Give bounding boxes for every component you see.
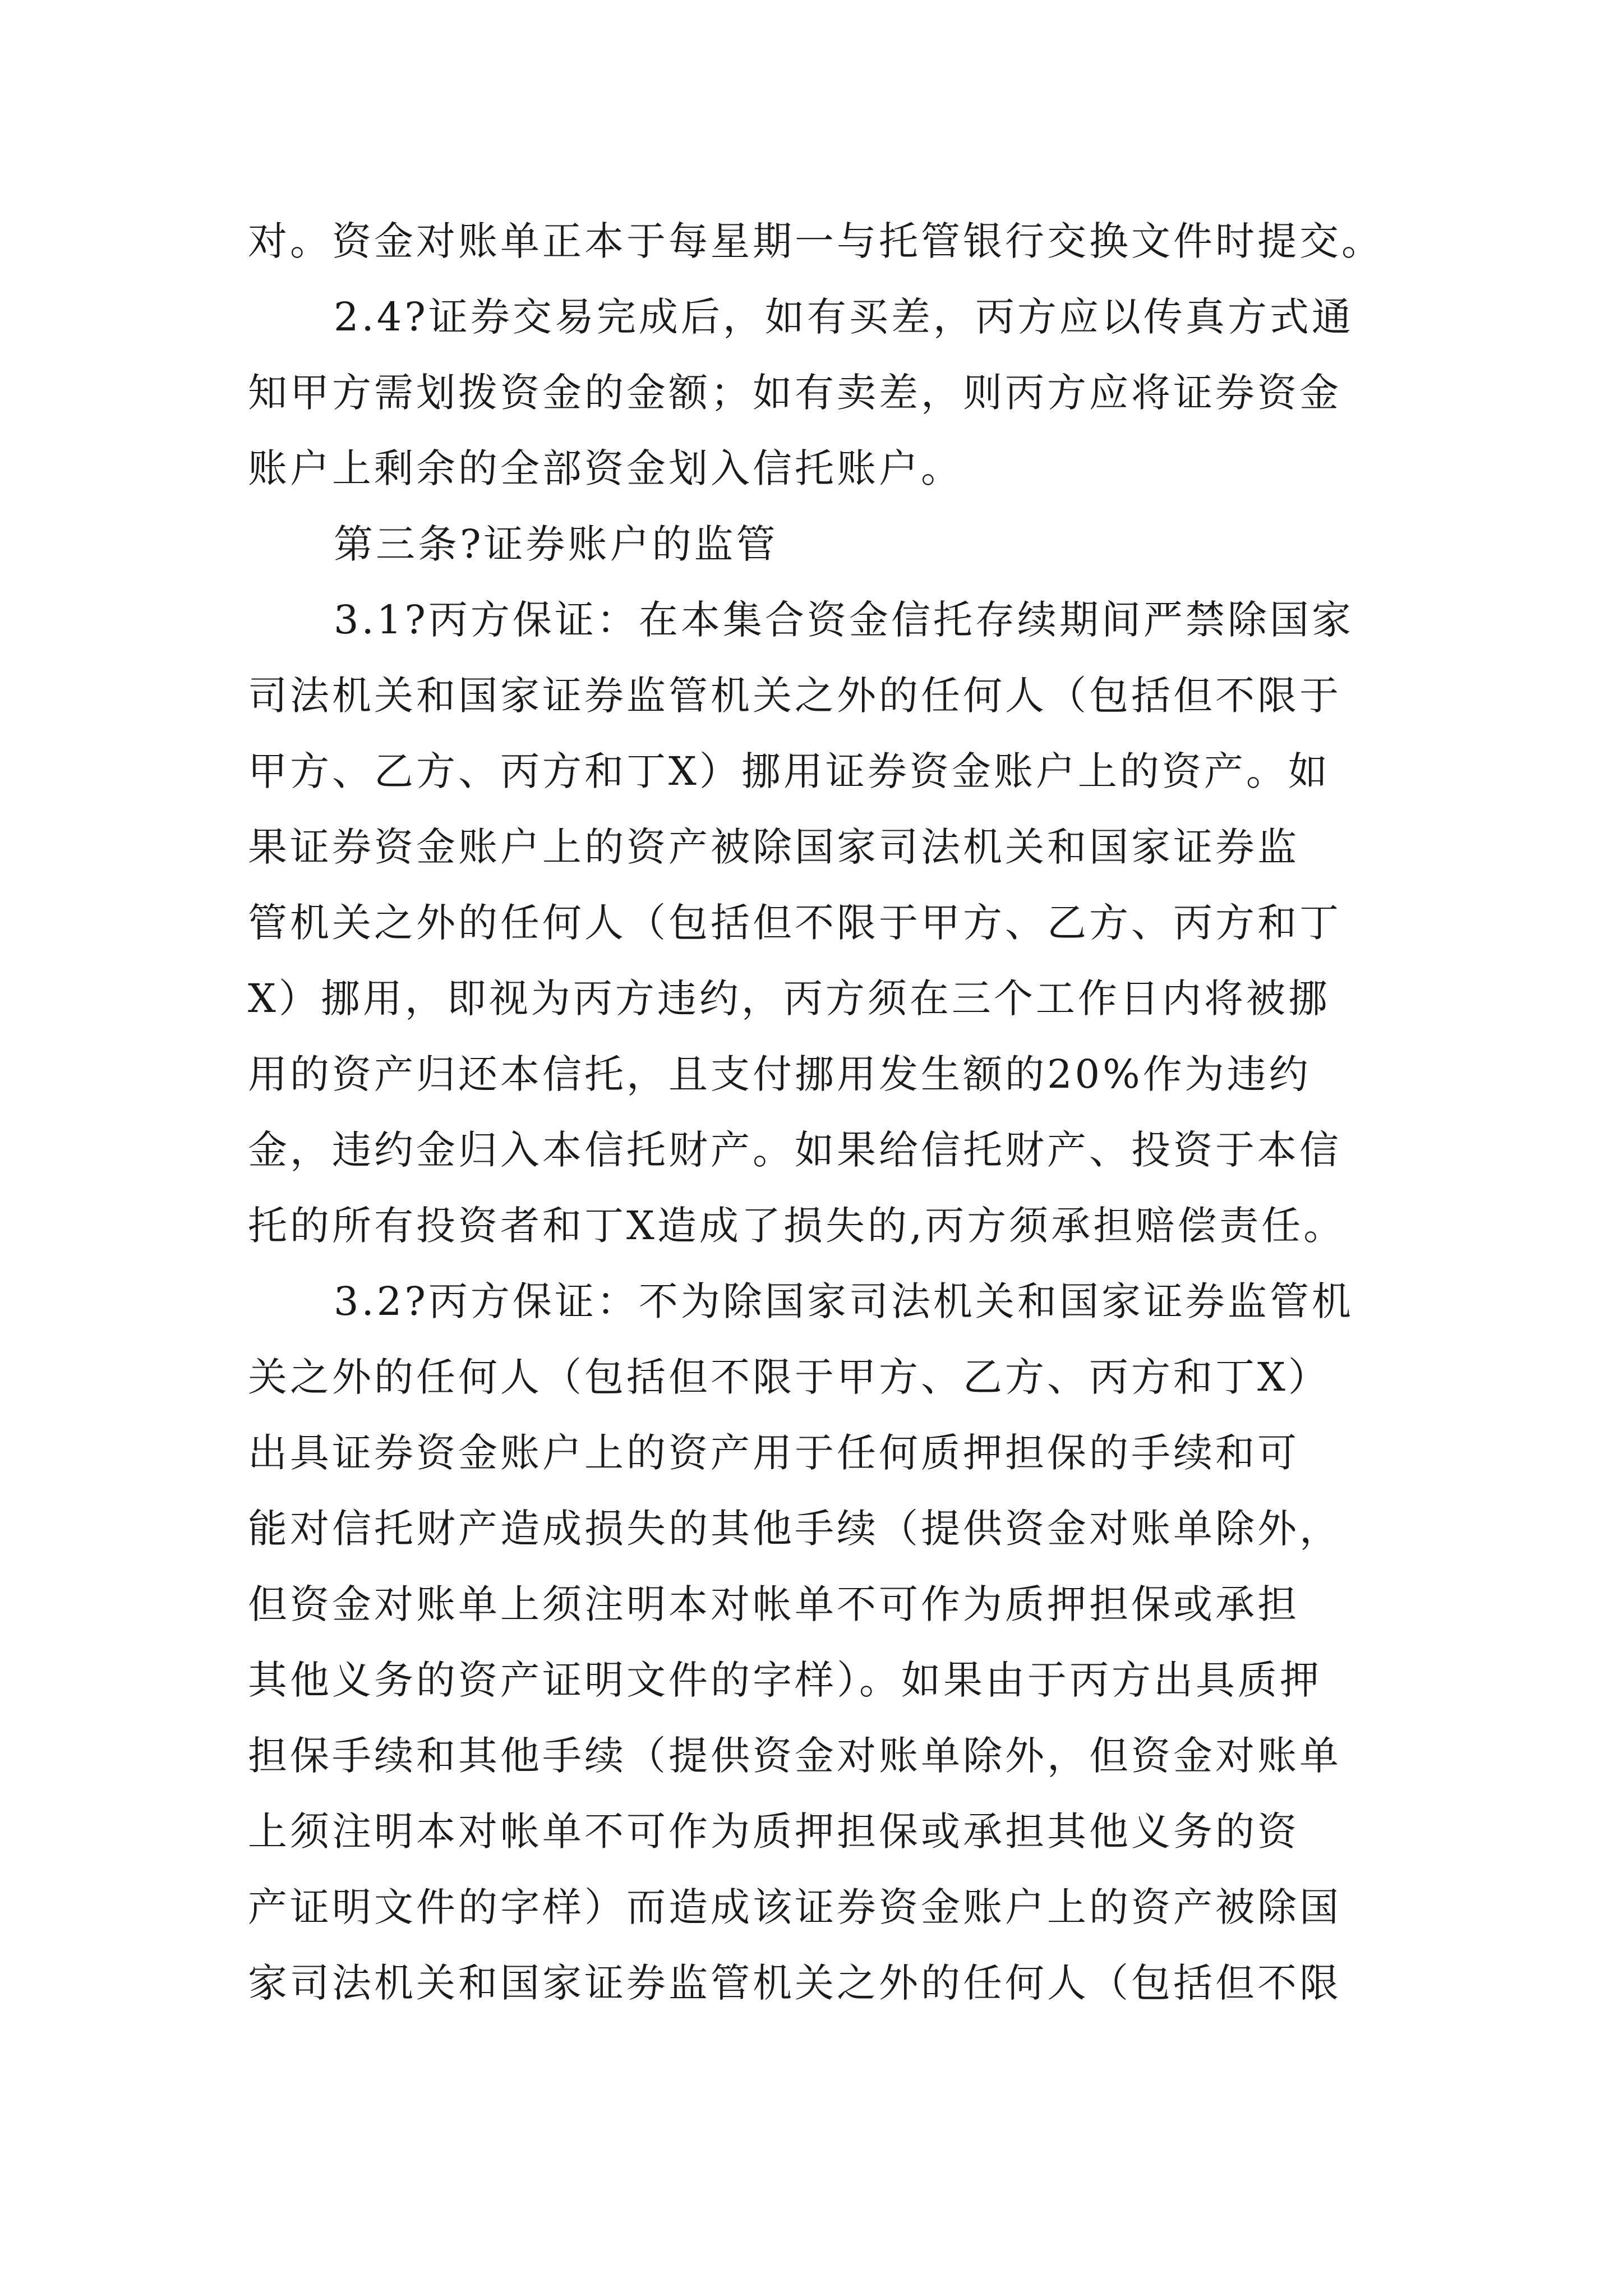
body-text-line: 能对信托财产造成损失的其他手续（提供资金对账单除外， (248, 1506, 1341, 1552)
body-text-line: 管机关之外的任何人（包括但不限于甲方、乙方、丙方和丁 (248, 900, 1341, 946)
body-text-line: 金，违约金归入本信托财产。如果给信托财产、投资于本信 (248, 1127, 1341, 1173)
clause-3-1-text: 3.1?丙方保证：在本集合资金信托存续期间严禁除国家 (334, 597, 1354, 643)
body-text-line: 出具证券资金账户上的资产用于任何质押担保的手续和可 (248, 1430, 1299, 1476)
body-text-line: 家司法机关和国家证券监管机关之外的任何人（包括但不限 (248, 1960, 1341, 2006)
body-text-line: X）挪用，即视为丙方违约，丙方须在三个工作日内将被挪 (248, 976, 1330, 1022)
body-text-line: 对。资金对账单正本于每星期一与托管银行交换文件时提交。 (248, 218, 1384, 264)
body-text-line: 果证券资金账户上的资产被除国家司法机关和国家证券监 (248, 824, 1299, 870)
body-text-line: 担保手续和其他手续（提供资金对账单除外，但资金对账单 (248, 1733, 1341, 1779)
body-text-line: 上须注明本对帐单不可作为质押担保或承担其他义务的资 (248, 1809, 1299, 1855)
body-text-line: 托的所有投资者和丁X造成了损失的,丙方须承担赔偿责任。 (248, 1203, 1346, 1249)
body-text-line: 甲方、乙方、丙方和丁X）挪用证券资金账户上的资产。如 (248, 748, 1330, 794)
body-text-line: 产证明文件的字样）而造成该证券资金账户上的资产被除国 (248, 1884, 1341, 1930)
body-text-line: 但资金对账单上须注明本对帐单不可作为质押担保或承担 (248, 1581, 1299, 1627)
body-text-line: 知甲方需划拨资金的金额；如有卖差，则丙方应将证券资金 (248, 370, 1341, 416)
body-text-line: 其他义务的资产证明文件的字样）。如果由于丙方出具质押 (248, 1657, 1322, 1703)
section-heading-article-3: 第三条?证券账户的监管 (334, 521, 778, 567)
clause-3-2-text: 3.2?丙方保证：不为除国家司法机关和国家证券监管机 (334, 1278, 1354, 1324)
body-text-line: 用的资产归还本信托，且支付挪用发生额的20%作为违约 (248, 1051, 1311, 1097)
clause-2-4-text: 2.4?证券交易完成后，如有买差，丙方应以传真方式通 (334, 294, 1354, 340)
body-text-line: 司法机关和国家证券监管机关之外的任何人（包括但不限于 (248, 673, 1341, 719)
body-text-line: 账户上剩余的全部资金划入信托账户。 (248, 445, 963, 491)
body-text-line: 关之外的任何人（包括但不限于甲方、乙方、丙方和丁X） (248, 1354, 1330, 1400)
